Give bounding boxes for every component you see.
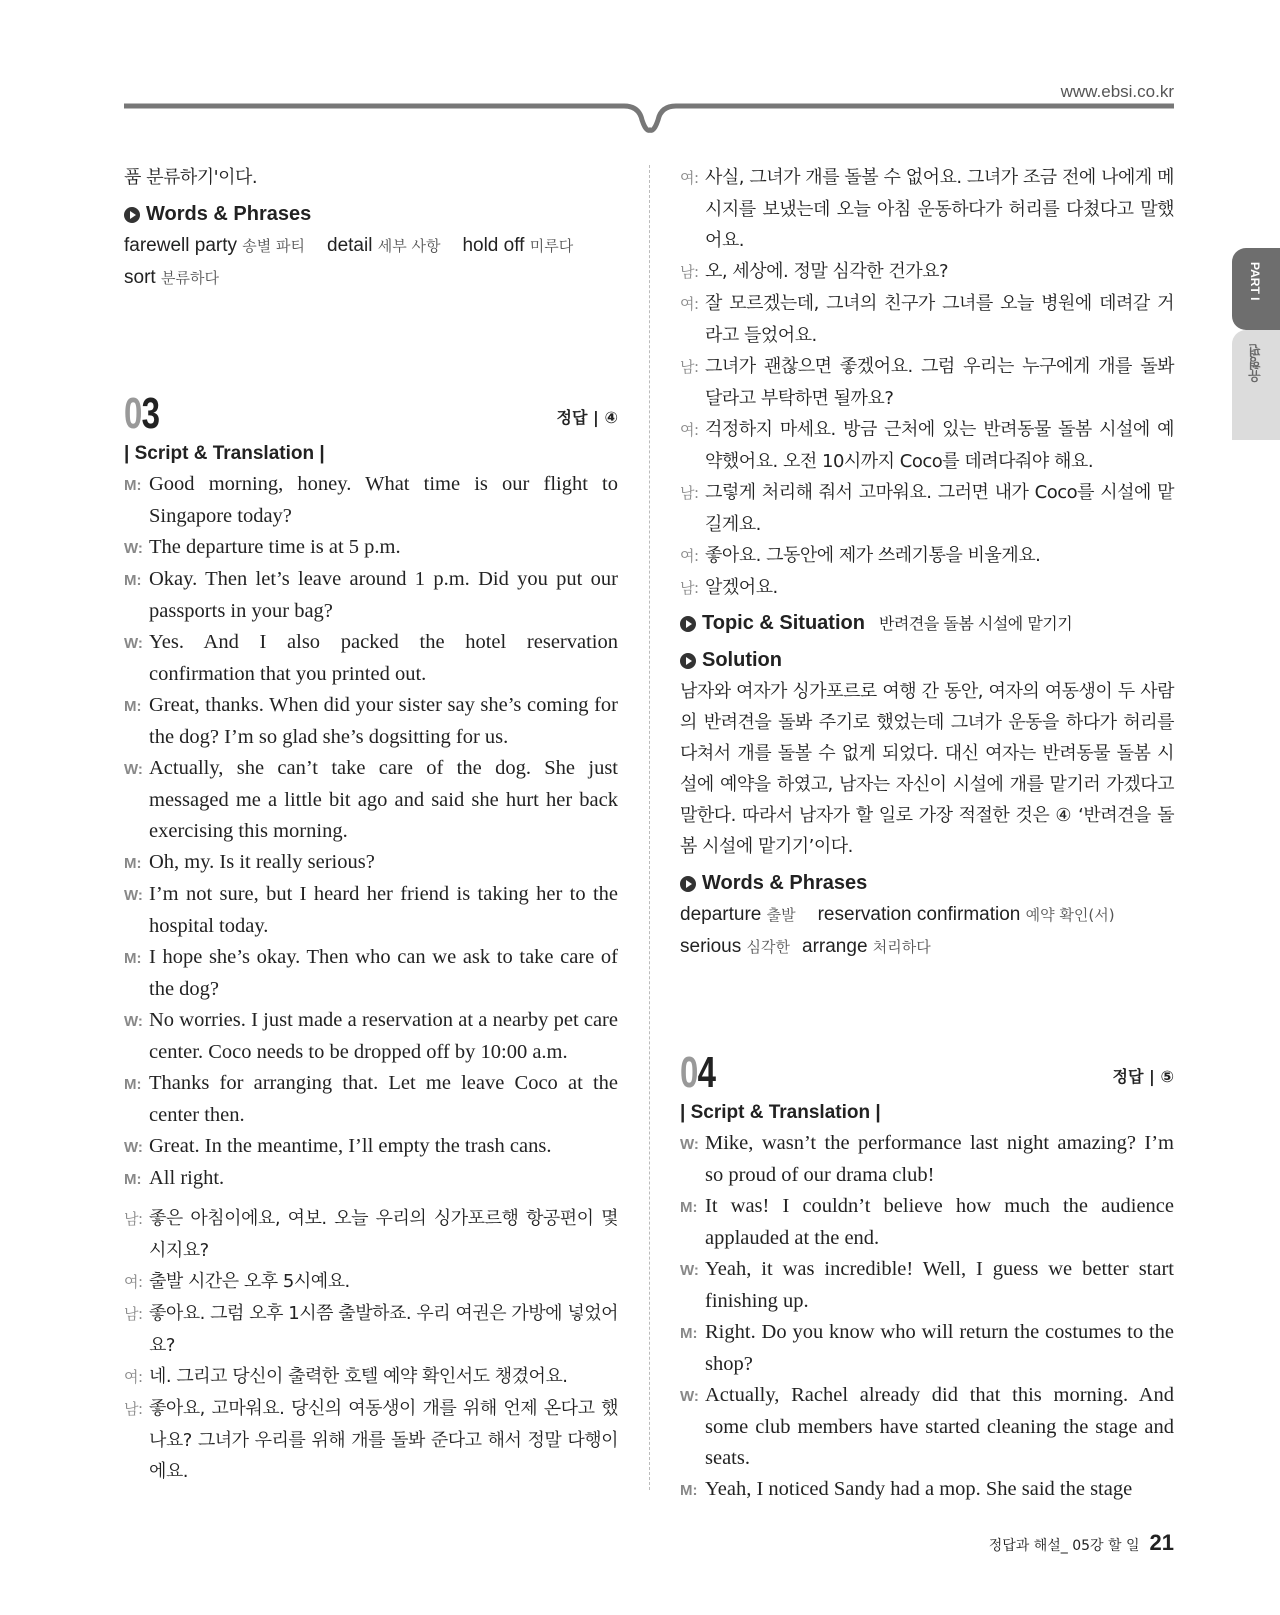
words-list: farewell party 송별 파티 detail 세부 사항 hold off 미루다 sort 분류하다 (124, 235, 574, 288)
dialogue-text: 좋아요. 그동안에 제가 쓰레기통을 비울게요. (705, 545, 1041, 566)
dialogue-text: Actually, she can’t take care of the dog. She just messaged me a little bit ago and said she hurt her back exercising this morning. (149, 757, 618, 842)
dialogue-text: Yes. And I also packed the hotel reservation confirmation that you printed out. (149, 631, 618, 685)
dialogue-text: 출발 시간은 오후 5시예요. (149, 1271, 350, 1292)
dialogue-line (680, 256, 1174, 288)
side-tab-part[interactable]: PART I (1232, 248, 1280, 330)
dialogue-line (680, 351, 1174, 414)
dialogue-line (680, 477, 1174, 540)
dialogue-line (124, 1361, 618, 1393)
play-bullet-icon (124, 207, 140, 223)
dialogue-text: Good morning, honey. What time is our flight to Singapore today? (149, 473, 618, 527)
dialogue-text: 오, 세상에. 정말 심각한 건가요? (705, 261, 949, 282)
dialogue-line (124, 1203, 618, 1266)
dialogue-korean-continued (680, 162, 1174, 604)
dialogue-line (124, 879, 618, 942)
speaker-label: W: (680, 1388, 699, 1405)
continued-text: 품 분류하기'이다. (124, 167, 258, 188)
speaker-label: W: (124, 761, 143, 778)
answer-label: 정답 | ⑤ (1112, 1067, 1174, 1086)
question-4 (680, 1048, 1174, 1506)
dialogue-line (680, 1191, 1174, 1254)
speaker-label: M: (124, 1076, 142, 1093)
dialogue-line (680, 1317, 1174, 1380)
words-list: departure 출발 reservation confirmation 예약 확인(서) serious 심각한 arrange 처리하다 (680, 904, 1115, 957)
column-divider (649, 165, 650, 1490)
speaker-label: W: (124, 635, 143, 652)
site-url: www.ebsi.co.kr (1060, 82, 1174, 101)
speaker-label: M: (124, 855, 142, 872)
dialogue-text: 그렇게 처리해 줘서 고마워요. 그러면 내가 Coco를 시설에 맡길게요. (705, 482, 1174, 535)
dialogue-line (124, 532, 618, 564)
dialogue-text: No worries. I just made a reservation at a nearby pet care center. Coco needs to be dropped off by 10:00 a.m. (149, 1009, 618, 1063)
speaker-label: M: (124, 950, 142, 967)
dialogue-text: I hope she’s okay. Then who can we ask to take care of the dog? (149, 946, 618, 1000)
dialogue-text: Yeah, it was incredible! Well, I guess we better start finishing up. (705, 1258, 1174, 1312)
dialogue-line (680, 414, 1174, 477)
dialogue-line (680, 1474, 1174, 1506)
words-phrases-heading: Words & Phrases (680, 868, 1174, 899)
words-phrases-heading: Words & Phrases (124, 199, 618, 230)
dialogue-line (680, 1128, 1174, 1191)
speaker-label: 여: (124, 1368, 143, 1386)
dialogue-line (124, 1266, 618, 1298)
dialogue-line (680, 572, 1174, 604)
script-heading: | Script & Translation | (124, 443, 325, 464)
speaker-label: 남: (124, 1305, 143, 1323)
speaker-label: W: (124, 887, 143, 904)
speaker-label: 남: (680, 263, 699, 281)
dialogue-line (680, 1380, 1174, 1474)
dialogue-text: Yeah, I noticed Sandy had a mop. She said the stage (705, 1478, 1133, 1500)
dialogue-text: Oh, my. Is it really serious? (149, 851, 375, 873)
dialogue-line (124, 753, 618, 847)
speaker-label: M: (680, 1199, 698, 1216)
speaker-label: M: (124, 698, 142, 715)
dialogue-line (124, 1068, 618, 1131)
dialogue-english (680, 1128, 1174, 1506)
speaker-label: W: (680, 1136, 699, 1153)
speaker-label: 남: (680, 358, 699, 376)
dialogue-text: Mike, wasn’t the performance last night amazing? I’m so proud of our drama club! (705, 1132, 1174, 1186)
dialogue-text: 좋아요, 고마워요. 당신의 여동생이 개를 위해 언제 온다고 했나요? 그녀가 우리를 위해 개를 돌봐 준다고 해서 정말 다행이에요. (149, 1398, 618, 1482)
question-number: 04 (680, 1048, 716, 1097)
dialogue-line (124, 469, 618, 532)
dialogue-text: Thanks for arranging that. Let me leave Coco at the center then. (149, 1072, 618, 1126)
dialogue-line (124, 564, 618, 627)
speaker-label: 여: (680, 421, 699, 439)
dialogue-line (124, 627, 618, 690)
speaker-label: M: (124, 572, 142, 589)
dialogue-text: It was! I couldn’t believe how much the audience applauded at the end. (705, 1195, 1174, 1249)
dialogue-line (124, 690, 618, 753)
speaker-label: M: (680, 1325, 698, 1342)
speaker-label: W: (124, 1139, 143, 1156)
dialogue-text: 사실, 그녀가 개를 돌볼 수 없어요. 그녀가 조금 전에 나에게 메시지를 보냈는데 오늘 아침 운동하다가 허리를 다쳤다고 말했어요. (705, 167, 1174, 251)
dialogue-text: Actually, Rachel already did that this morning. And some club members have started cleaning the stage and seats. (705, 1384, 1174, 1469)
solution-text: 남자와 여자가 싱가포르로 여행 간 동안, 여자의 여동생이 두 사람의 반려견을 돌봐 주기로 했었는데 그녀가 운동을 하다가 허리를 다쳐서 개를 돌볼 수 없게 되었다. 대신 여자는 반려동물 돌봄 시설에 예약을 하였고, 남자는 자신이 시설에 개를 맡기러 가겠다고 말한다. 따라서 남자가 할 일로 가장 적절한 것은 ④ ‘반려견을 돌봄 시설에 맡기기’이다. (680, 681, 1174, 857)
speaker-label: W: (124, 540, 143, 557)
left-top-block (124, 162, 618, 294)
dialogue-text: All right. (149, 1167, 225, 1189)
speaker-label: 여: (680, 169, 699, 187)
answer-label: 정답 | ④ (556, 408, 618, 427)
side-tab-type[interactable]: 유형편 (1232, 330, 1280, 440)
dialogue-text: Right. Do you know who will return the costumes to the shop? (705, 1321, 1174, 1375)
play-bullet-icon (680, 876, 696, 892)
speaker-label: 여: (124, 1273, 143, 1291)
speaker-label: M: (680, 1482, 698, 1499)
dialogue-english (124, 469, 618, 1195)
question-3-continued (680, 162, 1174, 963)
speaker-label: 남: (680, 579, 699, 597)
play-bullet-icon (680, 616, 696, 632)
dialogue-line (680, 1254, 1174, 1317)
speaker-label: 남: (124, 1400, 143, 1418)
dialogue-text: Okay. Then let’s leave around 1 p.m. Did you put our passports in your bag? (149, 568, 618, 622)
play-bullet-icon (680, 653, 696, 669)
dialogue-line (680, 288, 1174, 351)
dialogue-text: 좋아요. 그럼 오후 1시쯤 출발하죠. 우리 여권은 가방에 넣었어요? (149, 1303, 618, 1356)
dialogue-line (680, 162, 1174, 256)
page-number: 21 (1149, 1530, 1174, 1555)
speaker-label: M: (124, 1171, 142, 1188)
header-rule (124, 100, 1174, 140)
speaker-label: W: (124, 1013, 143, 1030)
question-3 (124, 389, 618, 1487)
speaker-label: 여: (680, 547, 699, 565)
dialogue-text: Great. In the meantime, I’ll empty the trash cans. (149, 1135, 552, 1157)
dialogue-text: Great, thanks. When did your sister say she’s coming for the dog? I’m so glad she’s dogsitting for us. (149, 694, 618, 748)
page-footer: 정답과 해설_ 05강 할 일 21 (988, 1530, 1174, 1555)
dialogue-text: I’m not sure, but I heard her friend is taking her to the hospital today. (149, 883, 618, 937)
speaker-label: W: (680, 1262, 699, 1279)
speaker-label: 여: (680, 295, 699, 313)
dialogue-text: 걱정하지 마세요. 방금 근처에 있는 반려동물 돌봄 시설에 예약했어요. 오전 10시까지 Coco를 데려다줘야 해요. (705, 419, 1174, 472)
dialogue-line (124, 1131, 618, 1163)
speaker-label: M: (124, 477, 142, 494)
solution-heading: Solution (680, 645, 1174, 676)
dialogue-line (124, 847, 618, 879)
dialogue-line (124, 1005, 618, 1068)
dialogue-line (124, 1393, 618, 1487)
dialogue-text: 알겠어요. (705, 577, 778, 598)
speaker-label: 남: (680, 484, 699, 502)
dialogue-text: 네. 그리고 당신이 출력한 호텔 예약 확인서도 챙겼어요. (149, 1366, 568, 1387)
dialogue-line (124, 942, 618, 1005)
dialogue-text: 그녀가 괜찮으면 좋겠어요. 그럼 우리는 누구에게 개를 돌봐 달라고 부탁하면 될까요? (705, 356, 1174, 409)
dialogue-text: The departure time is at 5 p.m. (149, 536, 401, 558)
dialogue-text: 잘 모르겠는데, 그녀의 친구가 그녀를 오늘 병원에 데려갈 거라고 들었어요. (705, 293, 1174, 346)
question-number: 03 (124, 389, 160, 438)
speaker-label: 남: (124, 1210, 143, 1228)
dialogue-line (124, 1298, 618, 1361)
script-heading: | Script & Translation | (680, 1102, 881, 1123)
dialogue-text: 좋은 아침이에요, 여보. 오늘 우리의 싱가포르행 항공편이 몇 시지요? (149, 1208, 618, 1261)
topic-heading: Topic & Situation 반려견을 돌봄 시설에 맡기기 (680, 608, 1174, 639)
dialogue-korean (124, 1203, 618, 1487)
dialogue-line (124, 1163, 618, 1195)
dialogue-line (680, 540, 1174, 572)
